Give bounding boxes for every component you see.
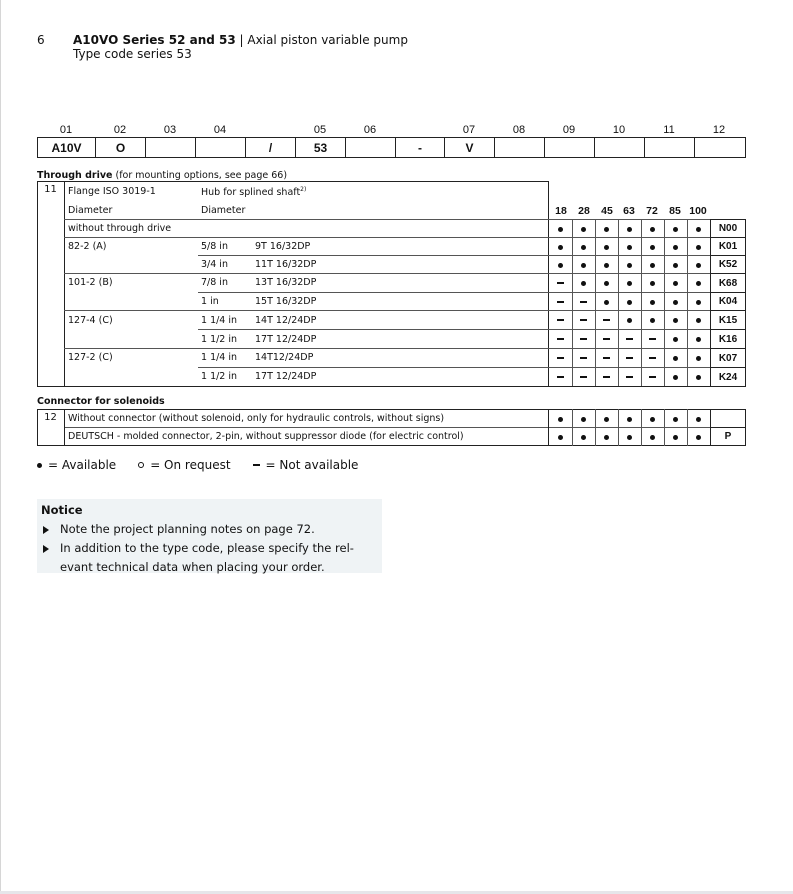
availability-cell [687,293,710,311]
not-available-dash-icon [557,357,564,359]
hub-spline-cell: 17T 12/24DP [255,371,317,382]
hub-dia-cell: 1 1/4 in [201,315,238,326]
available-dot-icon [696,435,701,440]
available-dot-icon [673,281,678,286]
position-label: 07 [462,124,476,136]
availability-cell [549,368,572,386]
availability-cell [618,274,641,292]
type-code-cell-08 [495,138,545,157]
table-bottom-border [37,386,746,387]
hub-dia-cell: 3/4 in [201,259,228,270]
available-dot-icon [696,227,701,232]
notice-title: Notice [41,503,83,517]
order-code: K16 [710,329,746,349]
available-dot-icon [627,263,632,268]
type-code-cell-02: O [96,138,146,157]
page-title [73,33,408,47]
legend [37,458,380,472]
availability-cell [595,368,618,386]
circle-icon [138,462,144,468]
arrow-bullet-icon [43,545,49,553]
hub-dia-cell: 1 in [201,296,219,307]
type-code-cell-03 [146,138,196,157]
size-header: 18 [555,205,567,217]
availability-cell [595,238,618,256]
legend-available [37,458,116,472]
flange-cell: 127-2 (C) [68,352,113,363]
availability-cell [618,410,641,428]
hub-spline-cell: 14T 12/24DP [255,315,317,326]
available-dot-icon [627,318,632,323]
availability-cell [687,330,710,348]
order-code: K01 [710,237,746,256]
position-label: 11 [663,124,675,136]
available-dot-icon [673,300,678,305]
available-dot-icon [627,435,632,440]
available-dot-icon [604,435,609,440]
availability-cell [549,410,572,428]
connector-heading-text: Connector for solenoids [37,396,165,407]
availability-cell [687,368,710,386]
hub-dia-cell: 1 1/4 in [201,352,238,363]
flange-cell: 82-2 (A) [68,241,107,252]
available-dot-icon [696,417,701,422]
hub-spline-cell: 15T 16/32DP [255,296,317,307]
availability-cell [595,410,618,428]
availability-cell [572,220,595,238]
dot-icon [37,463,42,468]
availability-cell [687,238,710,256]
available-dot-icon [650,318,655,323]
order-code: K15 [710,310,746,330]
footnote-ref: 2) [300,186,307,193]
available-dot-icon [673,417,678,422]
through-drive-heading-rest: (for mounting options, see page 66) [112,170,288,181]
flange-cell: 101-2 (B) [68,277,113,288]
hub-dia-cell: 1 1/2 in [201,334,238,345]
available-dot-icon [604,281,609,286]
availability-cell [595,311,618,329]
availability-cell [549,220,572,238]
available-dot-icon [673,318,678,323]
availability-cell [549,428,572,446]
availability-cell [595,293,618,311]
available-dot-icon [650,417,655,422]
available-dot-icon [604,263,609,268]
availability-cell [595,274,618,292]
not-available-dash-icon [557,319,564,321]
type-code-cell-06 [346,138,396,157]
availability-cell [572,368,595,386]
availability-cell [664,311,687,329]
available-dot-icon [696,318,701,323]
page-number: 6 [37,33,45,47]
availability-cell [641,349,664,367]
available-dot-icon [673,435,678,440]
not-available-dash-icon [626,338,633,340]
type-code-cell-01: A10V [38,138,96,157]
not-available-dash-icon [580,319,587,321]
available-dot-icon [650,245,655,250]
availability-cell [595,220,618,238]
connector-option: DEUTSCH - molded connector, 2-pin, without suppressor diode (for electric control) [68,431,464,442]
availability-cell [595,330,618,348]
availability-cell [572,256,595,274]
not-available-dash-icon [557,376,564,378]
dash-icon [253,464,260,466]
availability-cell [549,311,572,329]
flange-header: Flange ISO 3019-1 [68,186,156,197]
not-available-dash-icon [580,376,587,378]
available-dot-icon [558,227,563,232]
available-dot-icon [673,375,678,380]
size-header: 45 [601,205,613,217]
hub-spline-cell: 17T 12/24DP [255,334,317,345]
not-available-dash-icon [580,338,587,340]
size-header: 100 [689,205,707,217]
availability-cell [549,256,572,274]
availability-cell [687,256,710,274]
availability-cell [549,238,572,256]
through-drive-position-code: 11 [44,184,57,195]
availability-cell [572,330,595,348]
availability-cell [641,410,664,428]
available-dot-icon [650,263,655,268]
availability-cell [641,238,664,256]
availability-cell [572,349,595,367]
position-label: 08 [512,124,526,136]
type-code-row [37,137,746,158]
not-available-dash-icon [649,357,656,359]
available-dot-icon [558,263,563,268]
available-dot-icon [650,227,655,232]
page-edge-left [0,0,1,894]
title-rest: | Axial piston variable pump [235,33,408,47]
available-dot-icon [558,245,563,250]
flange-cell: without through drive [68,223,172,234]
availability-cell [664,238,687,256]
size-header: 72 [646,205,658,217]
hub-header [201,186,306,198]
position-label: 02 [113,124,127,136]
hub-spline-cell: 14T12/24DP [255,352,314,363]
available-dot-icon [650,435,655,440]
available-dot-icon [581,435,586,440]
availability-cell [664,256,687,274]
available-dot-icon [581,417,586,422]
availability-cell [595,428,618,446]
not-available-dash-icon [557,301,564,303]
availability-cell [664,330,687,348]
order-code: K52 [710,255,746,274]
size-header: 63 [623,205,635,217]
not-available-dash-icon [603,357,610,359]
notice-text: evant technical data when placing your order. [60,560,325,574]
availability-cell [664,349,687,367]
availability-cell [618,368,641,386]
availability-cell [618,311,641,329]
type-code-separator-dash: - [396,138,445,157]
arrow-bullet-icon [43,526,49,534]
not-available-dash-icon [557,282,564,284]
not-available-dash-icon [580,301,587,303]
type-code-cell-11 [645,138,695,157]
available-dot-icon [673,337,678,342]
not-available-dash-icon [626,357,633,359]
order-code [710,409,746,428]
availability-cell [549,349,572,367]
column-divider [64,181,65,387]
available-dot-icon [650,300,655,305]
availability-cell [687,428,710,446]
order-code: N00 [710,219,746,238]
availability-cell [618,428,641,446]
type-code-cell-10 [595,138,645,157]
available-dot-icon [604,300,609,305]
availability-cell [664,274,687,292]
not-available-dash-icon [603,376,610,378]
available-dot-icon [696,337,701,342]
position-label: 04 [213,124,227,136]
availability-cell [572,274,595,292]
notice-text: Note the project planning notes on page 72. [60,522,315,536]
position-label: 10 [612,124,626,136]
hub-header-text: Hub for splined shaft [201,187,301,199]
available-dot-icon [673,245,678,250]
availability-cell [664,368,687,386]
availability-cell [664,428,687,446]
availability-cell [618,220,641,238]
availability-cell [618,330,641,348]
position-label: 03 [163,124,177,136]
availability-cell [641,293,664,311]
availability-cell [595,349,618,367]
position-label: 06 [363,124,377,136]
availability-cell [572,238,595,256]
legend-available-label: = Available [48,458,117,472]
available-dot-icon [627,227,632,232]
availability-cell [641,311,664,329]
available-dot-icon [696,375,701,380]
available-dot-icon [696,356,701,361]
available-dot-icon [627,417,632,422]
type-code-cell-07: V [445,138,495,157]
through-drive-heading-bold: Through drive [37,170,113,181]
order-code: K04 [710,292,746,311]
available-dot-icon [627,281,632,286]
position-label: 12 [712,124,726,136]
type-code-cell-12 [695,138,745,157]
not-available-dash-icon [649,338,656,340]
available-dot-icon [696,300,701,305]
connector-option: Without connector (without solenoid, only for hydraulic controls, without signs) [68,413,445,424]
availability-cell [618,293,641,311]
connector-position-code: 12 [44,412,57,423]
available-dot-icon [581,281,586,286]
availability-cell [641,274,664,292]
title-bold: A10VO Series 52 and 53 [73,33,236,47]
order-code: K68 [710,273,746,293]
availability-cell [687,274,710,292]
availability-cell [549,293,572,311]
availability-cell [549,330,572,348]
flange-cell: 127-4 (C) [68,315,113,326]
available-dot-icon [650,281,655,286]
availability-cell [687,349,710,367]
hub-dia-cell: 5/8 in [201,241,228,252]
not-available-dash-icon [603,338,610,340]
available-dot-icon [604,245,609,250]
type-code-separator-slash: / [246,138,296,157]
available-dot-icon [581,245,586,250]
availability-cell [572,293,595,311]
legend-not-available-label: = Not available [265,458,359,472]
legend-not-available [253,458,359,472]
flange-diameter-label: Diameter [68,205,113,216]
available-dot-icon [604,227,609,232]
hub-dia-cell: 7/8 in [201,277,228,288]
availability-cell [641,428,664,446]
available-dot-icon [673,263,678,268]
type-code-cell-09 [545,138,595,157]
available-dot-icon [581,227,586,232]
availability-cell [549,274,572,292]
available-dot-icon [558,435,563,440]
availability-cell [664,410,687,428]
availability-cell [641,220,664,238]
hub-spline-cell: 9T 16/32DP [255,241,311,252]
availability-cell [572,410,595,428]
legend-on-request [138,458,230,472]
legend-on-request-label: = On request [150,458,231,472]
available-dot-icon [696,245,701,250]
type-code-cell-05: 53 [296,138,346,157]
order-code: P [710,427,746,446]
notice-box [37,499,382,573]
order-code: K07 [710,348,746,368]
availability-cell [572,311,595,329]
notice-bullet-continuation [41,558,378,577]
size-header: 28 [578,205,590,217]
connector-heading [37,396,165,407]
not-available-dash-icon [626,376,633,378]
column-divider [64,409,65,446]
position-label: 01 [59,124,73,136]
available-dot-icon [627,245,632,250]
available-dot-icon [581,263,586,268]
not-available-dash-icon [580,357,587,359]
hub-diameter-label: Diameter [201,205,246,216]
available-dot-icon [673,227,678,232]
availability-cell [664,220,687,238]
availability-cell [572,428,595,446]
not-available-dash-icon [603,319,610,321]
position-label: 09 [562,124,576,136]
availability-cell [664,293,687,311]
through-drive-heading [37,170,287,181]
availability-cell [595,256,618,274]
available-dot-icon [696,281,701,286]
size-header: 85 [669,205,681,217]
availability-cell [687,220,710,238]
availability-cell [618,238,641,256]
availability-cell [618,349,641,367]
availability-cell [687,410,710,428]
notice-bullet [41,520,378,539]
available-dot-icon [696,263,701,268]
availability-cell [618,256,641,274]
not-available-dash-icon [557,338,564,340]
page-subtitle: Type code series 53 [73,47,192,61]
available-dot-icon [673,356,678,361]
notice-text: In addition to the type code, please specify the rel- [60,541,354,555]
availability-cell [687,311,710,329]
notice-bullet [41,539,378,558]
not-available-dash-icon [649,376,656,378]
hub-spline-cell: 11T 16/32DP [255,259,317,270]
hub-spline-cell: 13T 16/32DP [255,277,317,288]
available-dot-icon [558,417,563,422]
position-label: 05 [313,124,327,136]
availability-cell [641,256,664,274]
order-code: K24 [710,367,746,387]
type-code-position-labels [37,124,746,136]
availability-cell [641,330,664,348]
available-dot-icon [604,417,609,422]
hub-dia-cell: 1 1/2 in [201,371,238,382]
available-dot-icon [627,300,632,305]
availability-cell [641,368,664,386]
type-code-cell-04 [196,138,246,157]
